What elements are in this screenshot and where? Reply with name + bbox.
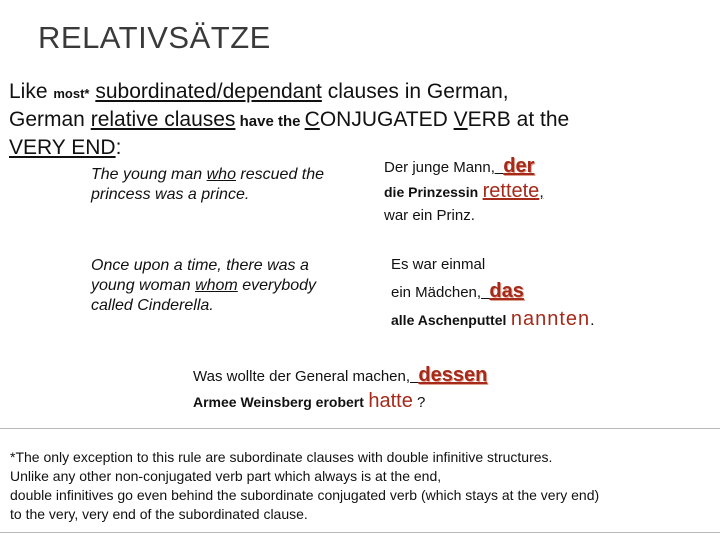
intro-clauses: clauses in German, <box>321 80 509 103</box>
ex2-en-text-a: Once upon a time, there was a young woman <box>91 257 309 294</box>
intro-most: most* <box>53 86 90 101</box>
example-1-german-line-3: war ein Prinz. <box>384 207 475 224</box>
ex3-relative-pronoun: dessen <box>418 364 488 386</box>
ex2-verb: nannten <box>510 308 591 330</box>
ex3-verb: hatte <box>368 390 413 412</box>
intro-line-1 <box>9 78 509 108</box>
example-1-german-line-2 <box>384 180 544 203</box>
example-2-german-line-1: Es war einmal <box>391 256 486 273</box>
example-2-german-line-2 <box>391 280 524 303</box>
footnote-line: *The only exception to this rule are subordinate clauses with double infinitive structures. <box>10 449 553 465</box>
intro-line-3 <box>9 134 121 162</box>
intro-relative-clauses: relative clauses <box>90 108 236 131</box>
ex2-en-text-b: everybody called Cinderella. <box>91 277 317 314</box>
example-1-english <box>91 165 341 205</box>
ex2-dot: . <box>590 312 595 329</box>
intro-subordinated: subordinated/dependant <box>95 80 322 103</box>
intro-colon: : <box>115 136 122 159</box>
footnote-line: to the very, very end of the subordinated clause. <box>10 506 308 522</box>
example-1-german-line-1 <box>384 155 534 178</box>
ex1-verb: rettete <box>482 180 540 202</box>
intro-onjugated: ONJUGATED <box>319 108 454 131</box>
intro-like: Like <box>9 80 48 103</box>
ex1-de-text-b: die Prinzessin <box>384 184 479 200</box>
intro-erb: ERB at the <box>467 108 570 131</box>
ex1-relative-pronoun: der <box>503 155 535 177</box>
intro-c: C <box>304 108 320 131</box>
ex1-en-text-b: rescued the princess was a prince. <box>91 166 325 203</box>
ex1-de-comma: , <box>490 159 495 176</box>
example-2-english <box>91 256 341 316</box>
bottom-divider <box>0 532 720 533</box>
ex2-de-text-c: alle Aschenputtel <box>391 312 507 328</box>
ex2-de-text-b: ein Mädchen <box>391 284 477 301</box>
ex2-de-comma: , <box>476 284 482 301</box>
example-2-german-line-3 <box>391 308 595 331</box>
ex1-en-who: who <box>206 166 236 183</box>
intro-line-2 <box>9 106 569 136</box>
intro-v: V <box>453 108 468 131</box>
ex3-de-text-b: Armee Weinsberg erobert <box>193 394 364 410</box>
ex1-de-text-a: Der junge Mann <box>384 159 491 176</box>
footnote-divider <box>0 428 720 429</box>
footnote-line: double infinitives go even behind the subordinate conjugated verb (which stays at the very end) <box>10 487 600 503</box>
ex1-en-text-a: The young man <box>91 166 207 183</box>
page-title: RELATIVSÄTZE <box>38 20 271 55</box>
ex2-relative-pronoun: das <box>489 280 524 302</box>
example-3-german-line-1 <box>193 364 487 387</box>
ex2-en-whom: whom <box>195 277 238 294</box>
ex3-de-comma: , <box>405 368 411 385</box>
footnote <box>10 448 599 524</box>
ex3-de-text-a: Was wollte der General machen <box>193 368 406 385</box>
ex1-verb-comma: , <box>539 184 544 201</box>
intro-have-the: have the <box>235 113 305 130</box>
intro-very-end: VERY END <box>9 136 116 159</box>
example-3-german-line-2 <box>193 390 425 413</box>
intro-german: German <box>9 108 91 131</box>
ex3-question-mark: ? <box>412 394 426 411</box>
footnote-line: Unlike any other non-conjugated verb part which always is at the end, <box>10 468 442 484</box>
